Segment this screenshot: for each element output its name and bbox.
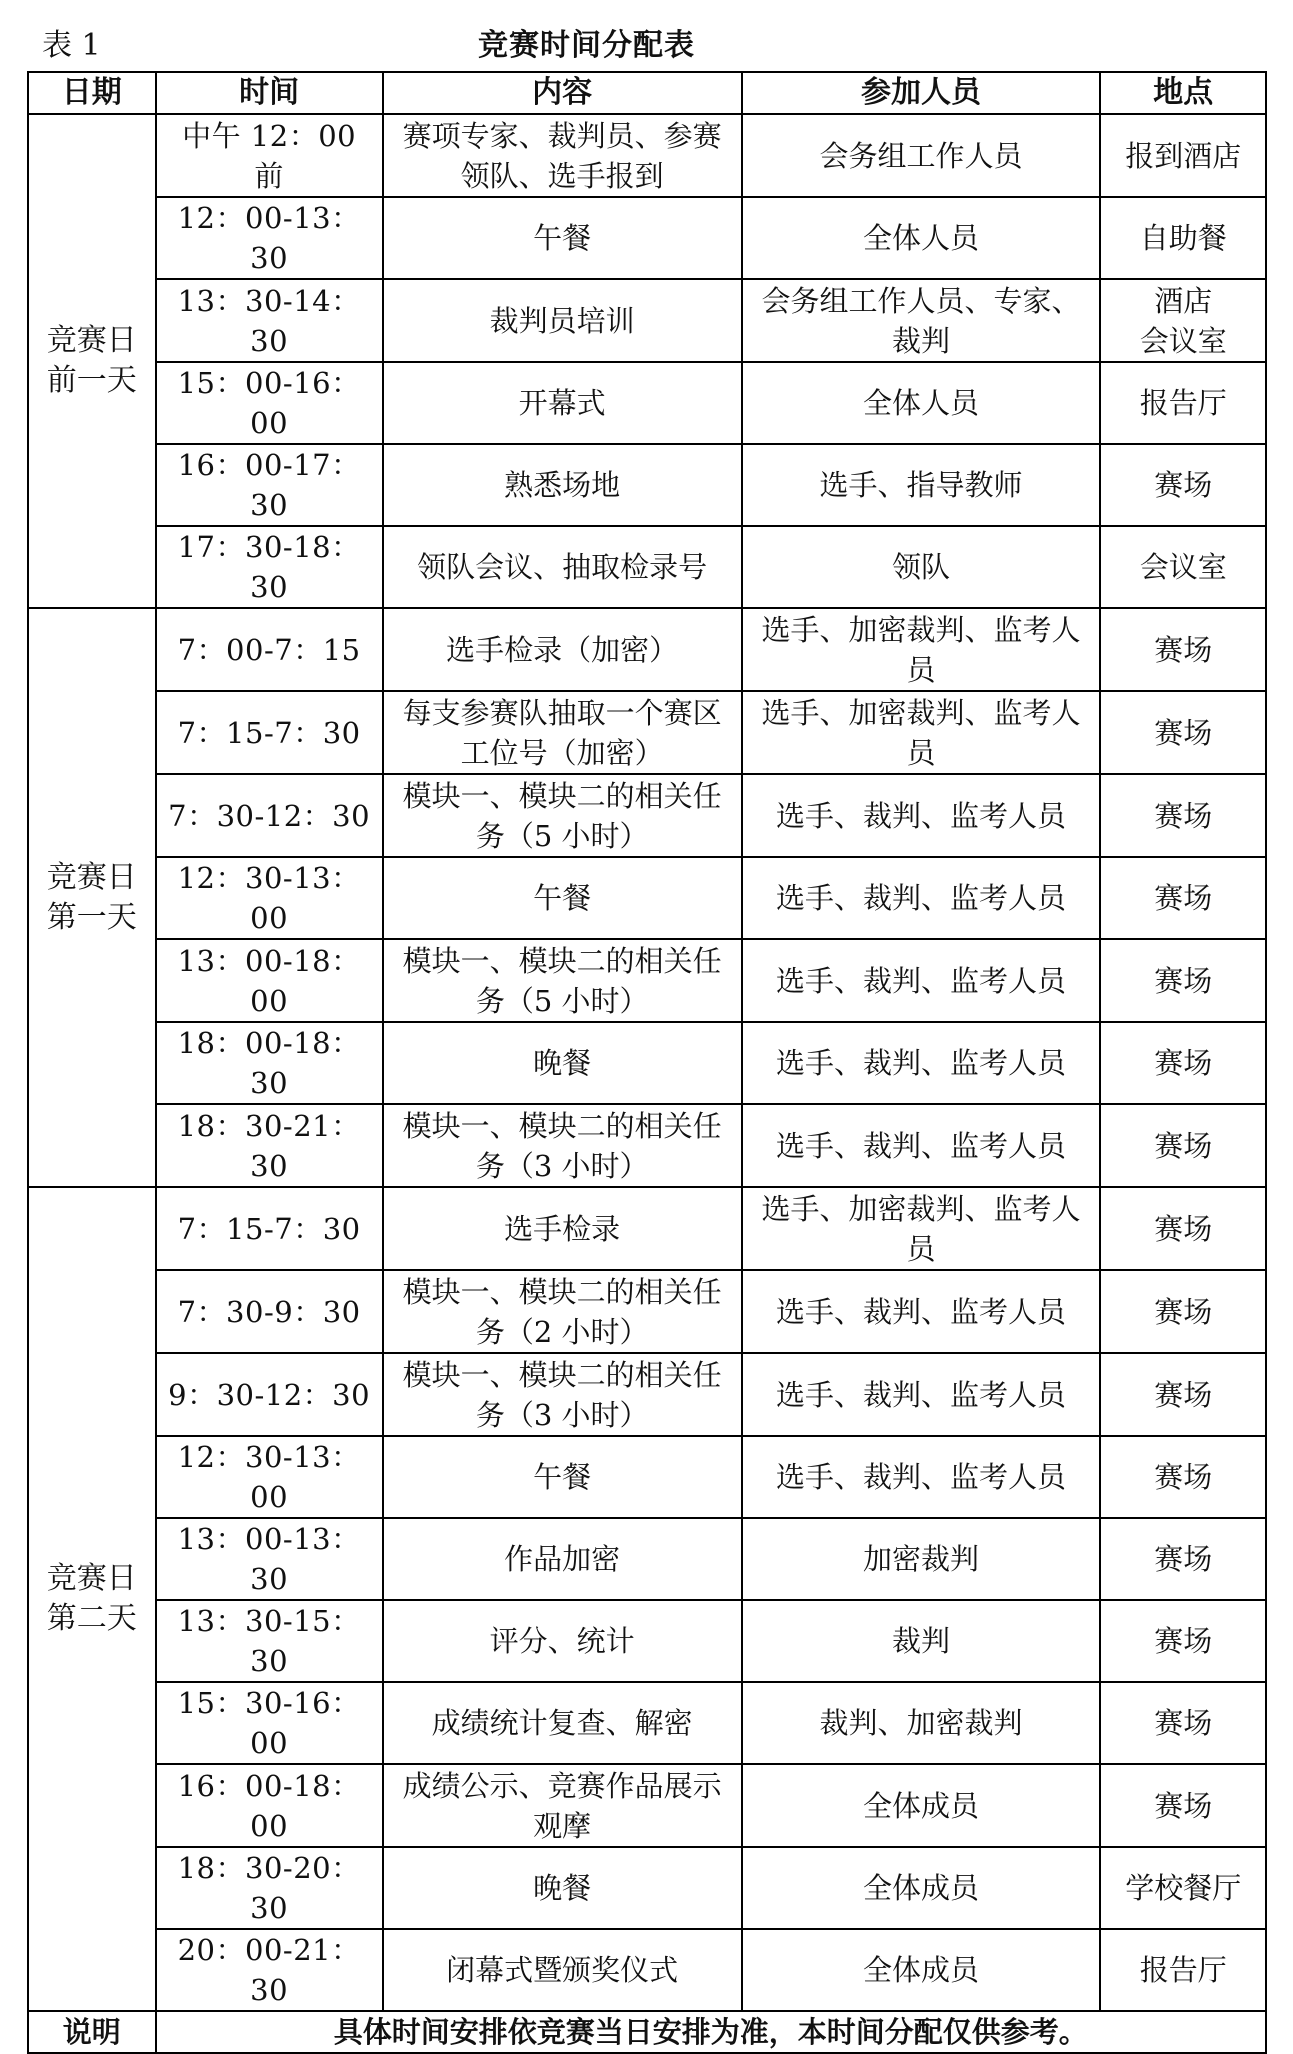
table-row (28, 362, 1266, 444)
people-cell: 选手、裁判、监考人员 (742, 1436, 1101, 1518)
place-cell: 学校餐厅 (1100, 1847, 1266, 1929)
schedule-table (27, 71, 1267, 2054)
place-cell: 赛场 (1100, 1187, 1266, 1270)
time-cell: 16：00-17：30 (156, 444, 383, 526)
content-cell: 评分、统计 (383, 1600, 742, 1682)
table-row (28, 1682, 1266, 1764)
place-cell: 赛场 (1100, 1764, 1266, 1847)
content-cell: 作品加密 (383, 1518, 742, 1600)
content-cell: 晚餐 (383, 1022, 742, 1104)
place-cell: 赛场 (1100, 857, 1266, 939)
time-cell: 18：30-21：30 (156, 1104, 383, 1187)
content-cell: 开幕式 (383, 362, 742, 444)
header-date: 日期 (28, 72, 156, 114)
table-row (28, 1847, 1266, 1929)
place-cell: 报到酒店 (1100, 114, 1266, 197)
time-cell: 7：30-12：30 (156, 774, 383, 857)
place-cell: 会议室 (1100, 526, 1266, 608)
time-cell: 17：30-18：30 (156, 526, 383, 608)
place-cell: 赛场 (1100, 691, 1266, 774)
table-title: 竞赛时间分配表 (478, 28, 695, 63)
people-cell: 选手、加密裁判、监考人员 (742, 1187, 1101, 1270)
time-cell: 12：00-13：30 (156, 197, 383, 279)
content-cell: 午餐 (383, 857, 742, 939)
table-row (28, 857, 1266, 939)
time-cell: 中午 12：00 前 (156, 114, 383, 197)
place-cell: 赛场 (1100, 1600, 1266, 1682)
date-group-cell: 竞赛日 第一天 (28, 608, 156, 1187)
people-cell: 全体成员 (742, 1847, 1101, 1929)
schedule-body (28, 114, 1266, 2011)
content-cell: 熟悉场地 (383, 444, 742, 526)
content-cell: 每支参赛队抽取一个赛区工位号（加密） (383, 691, 742, 774)
content-cell: 裁判员培训 (383, 279, 742, 362)
place-cell: 赛场 (1100, 774, 1266, 857)
content-cell: 成绩统计复查、解密 (383, 1682, 742, 1764)
people-cell: 选手、裁判、监考人员 (742, 1022, 1101, 1104)
date-group-cell: 竞赛日 第二天 (28, 1187, 156, 2011)
content-cell: 选手检录（加密） (383, 608, 742, 691)
time-cell: 13：00-18：00 (156, 939, 383, 1022)
content-cell: 模块一、模块二的相关任务（5 小时） (383, 939, 742, 1022)
note-row (28, 2011, 1266, 2053)
time-cell: 7：15-7：30 (156, 691, 383, 774)
people-cell: 裁判 (742, 1600, 1101, 1682)
place-cell: 赛场 (1100, 1104, 1266, 1187)
place-cell: 酒店 会议室 (1100, 279, 1266, 362)
table-row (28, 1929, 1266, 2011)
people-cell: 选手、裁判、监考人员 (742, 857, 1101, 939)
people-cell: 领队 (742, 526, 1101, 608)
content-cell: 模块一、模块二的相关任务（5 小时） (383, 774, 742, 857)
people-cell: 选手、裁判、监考人员 (742, 774, 1101, 857)
table-row (28, 1436, 1266, 1518)
people-cell: 选手、加密裁判、监考人员 (742, 608, 1101, 691)
place-cell: 自助餐 (1100, 197, 1266, 279)
table-row (28, 114, 1266, 197)
table-row (28, 1022, 1266, 1104)
table-row (28, 444, 1266, 526)
place-cell: 赛场 (1100, 1436, 1266, 1518)
table-number-label: 表 1 (42, 28, 101, 63)
place-cell: 赛场 (1100, 1682, 1266, 1764)
time-cell: 9：30-12：30 (156, 1353, 383, 1436)
place-cell: 赛场 (1100, 1353, 1266, 1436)
header-content: 内容 (383, 72, 742, 114)
time-cell: 7：00-7：15 (156, 608, 383, 691)
time-cell: 18：00-18：30 (156, 1022, 383, 1104)
header-place: 地点 (1100, 72, 1266, 114)
note-text: 具体时间安排依竞赛当日安排为准，本时间分配仅供参考。 (156, 2011, 1267, 2053)
time-cell: 20：00-21：30 (156, 1929, 383, 2011)
table-row (28, 1104, 1266, 1187)
table-row (28, 279, 1266, 362)
place-cell: 报告厅 (1100, 1929, 1266, 2011)
content-cell: 午餐 (383, 1436, 742, 1518)
place-cell: 赛场 (1100, 608, 1266, 691)
people-cell: 全体成员 (742, 1929, 1101, 2011)
content-cell: 模块一、模块二的相关任务（2 小时） (383, 1270, 742, 1353)
people-cell: 选手、加密裁判、监考人员 (742, 691, 1101, 774)
date-group-cell: 竞赛日 前一天 (28, 114, 156, 608)
note-label: 说明 (28, 2011, 156, 2053)
place-cell: 赛场 (1100, 444, 1266, 526)
header-time: 时间 (156, 72, 383, 114)
header-row (28, 72, 1266, 114)
people-cell: 选手、裁判、监考人员 (742, 1353, 1101, 1436)
time-cell: 12：30-13：00 (156, 857, 383, 939)
people-cell: 全体人员 (742, 197, 1101, 279)
time-cell: 15：30-16：00 (156, 1682, 383, 1764)
people-cell: 会务组工作人员、专家、裁判 (742, 279, 1101, 362)
table-row (28, 1518, 1266, 1600)
table-row (28, 197, 1266, 279)
table-row (28, 1187, 1266, 1270)
table-row (28, 1764, 1266, 1847)
table-row (28, 608, 1266, 691)
people-cell: 裁判、加密裁判 (742, 1682, 1101, 1764)
time-cell: 18：30-20：30 (156, 1847, 383, 1929)
people-cell: 会务组工作人员 (742, 114, 1101, 197)
time-cell: 13：30-15：30 (156, 1600, 383, 1682)
content-cell: 模块一、模块二的相关任务（3 小时） (383, 1353, 742, 1436)
people-cell: 全体人员 (742, 362, 1101, 444)
time-cell: 7：30-9：30 (156, 1270, 383, 1353)
table-row (28, 691, 1266, 774)
people-cell: 选手、裁判、监考人员 (742, 1270, 1101, 1353)
table-row (28, 1353, 1266, 1436)
content-cell: 闭幕式暨颁奖仪式 (383, 1929, 742, 2011)
table-row (28, 1270, 1266, 1353)
people-cell: 选手、裁判、监考人员 (742, 939, 1101, 1022)
people-cell: 全体成员 (742, 1764, 1101, 1847)
content-cell: 赛项专家、裁判员、参赛领队、选手报到 (383, 114, 742, 197)
content-cell: 模块一、模块二的相关任务（3 小时） (383, 1104, 742, 1187)
place-cell: 赛场 (1100, 1022, 1266, 1104)
content-cell: 午餐 (383, 197, 742, 279)
place-cell: 赛场 (1100, 939, 1266, 1022)
content-cell: 领队会议、抽取检录号 (383, 526, 742, 608)
table-row (28, 1600, 1266, 1682)
table-row (28, 774, 1266, 857)
time-cell: 15：00-16：00 (156, 362, 383, 444)
table-row (28, 526, 1266, 608)
people-cell: 加密裁判 (742, 1518, 1101, 1600)
time-cell: 16：00-18：00 (156, 1764, 383, 1847)
header-people: 参加人员 (742, 72, 1101, 114)
people-cell: 选手、指导教师 (742, 444, 1101, 526)
content-cell: 成绩公示、竞赛作品展示观摩 (383, 1764, 742, 1847)
time-cell: 13：00-13：30 (156, 1518, 383, 1600)
time-cell: 13：30-14：30 (156, 279, 383, 362)
place-cell: 赛场 (1100, 1270, 1266, 1353)
table-row (28, 939, 1266, 1022)
place-cell: 赛场 (1100, 1518, 1266, 1600)
people-cell: 选手、裁判、监考人员 (742, 1104, 1101, 1187)
time-cell: 7：15-7：30 (156, 1187, 383, 1270)
content-cell: 晚餐 (383, 1847, 742, 1929)
time-cell: 12：30-13：00 (156, 1436, 383, 1518)
content-cell: 选手检录 (383, 1187, 742, 1270)
place-cell: 报告厅 (1100, 362, 1266, 444)
